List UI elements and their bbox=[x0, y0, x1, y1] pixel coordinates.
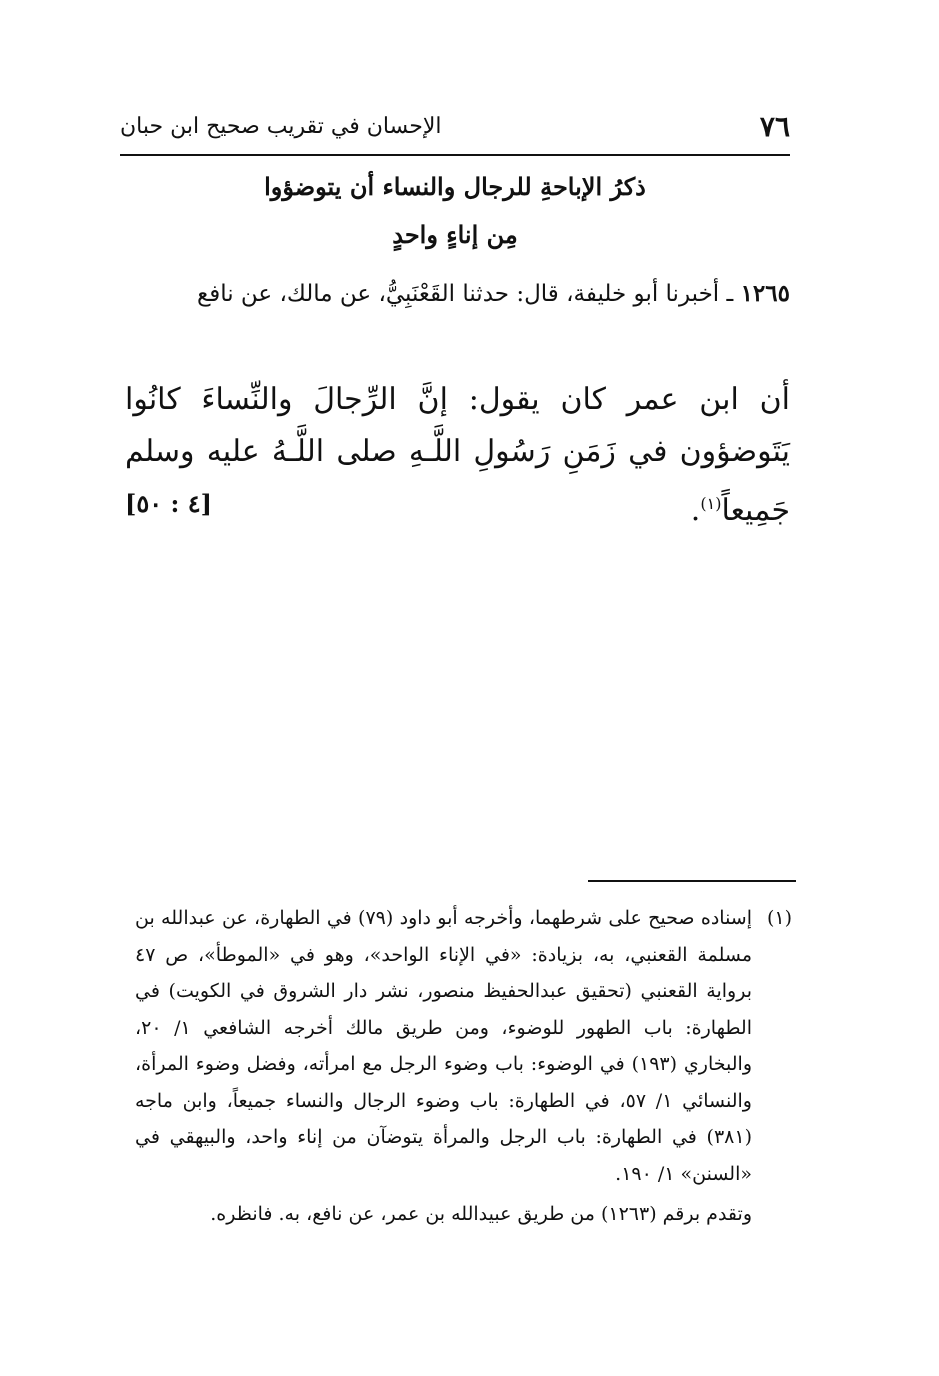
page-number: ٧٦ bbox=[759, 109, 790, 143]
footnote-marker: (١) bbox=[700, 494, 722, 513]
header-rule bbox=[120, 154, 790, 156]
hadith-reference: [٤ : ٥٠] bbox=[125, 489, 212, 518]
running-title: الإحسان في تقريب صحيح ابن حبان bbox=[120, 113, 442, 139]
hadith-matn: أن ابن عمر كان يقول: إنَّ الرِّجالَ والنِّساءَ كانُوا يَتَوضؤون في زَمَنِ رَسُولِ اللَّـهِ صلى اللَّـهُ عليه وسلم جَمِيعاً bbox=[125, 382, 790, 528]
footnote-entry bbox=[135, 900, 792, 1233]
chapter-title-line-2: مِن إناءٍ واحدٍ bbox=[392, 220, 518, 249]
footnote-rule bbox=[588, 880, 796, 882]
footnote-label: (١) bbox=[766, 907, 792, 929]
hadith-isnad: أخبرنا أبو خليفة، قال: حدثنا القَعْنَبِيُّ، عن مالك، عن نافع bbox=[196, 281, 720, 307]
chapter-title-line-1: ذكرُ الإباحةِ للرجال والنساء أن يتوضؤوا bbox=[264, 172, 646, 201]
footnote-text: إسناده صحيح على شرطهما، وأخرجه أبو داود (٧٩) في الطهارة، عن عبدالله بن مسلمة القعنبي، به، بزيادة: «في الإناء الواحد»، وهو في «الموطأ»، ص ٤٧ برواية القعنبي (تحقيق عبدالحفيظ منصور، نشر دار الشروق في الكويت) في الطهارة: باب الطهور للوضوء، ومن طريق مالك أخرجه الشافعي ١/ ٢٠، والبخاري (١٩٣) في الوضوء: باب وضوء الرجل مع امرأته، وفضل وضوء المرأة، والنسائي ١/ ٥٧، في الطهارة: باب وضوء الرجال والنساء جميعاً، وابن ماجه (٣٨١) في الطهارة: باب الرجل والمرأة يتوضآن من إناء واحد، والبيهقي في «السنن» ١/ ١٩٠. bbox=[135, 907, 752, 1185]
hadith-dash: ـ bbox=[726, 281, 734, 307]
footnote-body bbox=[135, 900, 752, 1233]
hadith-text bbox=[125, 374, 790, 537]
page-header bbox=[120, 100, 790, 152]
footnotes bbox=[135, 900, 792, 1233]
hadith-chain bbox=[125, 268, 790, 320]
hadith-end-punct: . bbox=[690, 493, 701, 528]
footnote-note: وتقدم برقم (١٢٦٣) من طريق عبيدالله بن عمر، عن نافع، به. فانظره. bbox=[210, 1203, 752, 1225]
hadith-number: ١٢٦٥ bbox=[740, 280, 790, 307]
